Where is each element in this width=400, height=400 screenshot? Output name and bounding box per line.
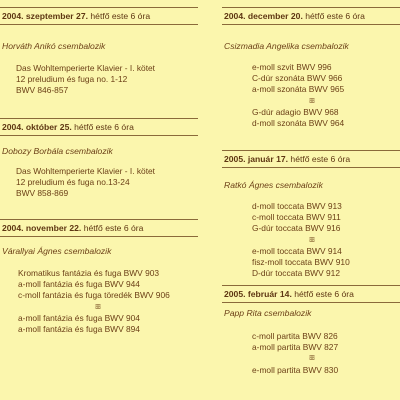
program-item: G-dúr adagio BWV 968 — [252, 106, 339, 117]
program-item: a-moll szonáta BWV 965 — [252, 84, 345, 95]
divider — [0, 7, 198, 8]
concert-block — [0, 0, 198, 110]
program-item: Das Wohltemperierte Klavier - I. kötet — [16, 63, 156, 73]
ornament-separator-icon: ꕥ — [94, 303, 102, 311]
performer: Csizmadia Angelika csembalozik — [224, 41, 349, 51]
divider — [222, 167, 400, 168]
divider — [222, 150, 400, 151]
performer: Dobozy Borbála csembalozik — [2, 146, 113, 156]
program-item: e-moll toccata BWV 914 — [252, 245, 342, 256]
divider — [0, 24, 198, 25]
divider — [222, 302, 400, 303]
concert-date: 2004. december 20. hétfő este 6 óra — [224, 11, 365, 21]
program-item: c-moll toccata BWV 911 — [252, 212, 341, 223]
program-item: fisz-moll toccata BWV 910 — [252, 256, 350, 267]
program-item: Das Wohltemperierte Klavier - I. kötet — [16, 166, 156, 176]
program-item: D-dúr toccata BWV 912 — [252, 268, 340, 279]
program-item: c-moll partita BWV 826 — [252, 331, 338, 341]
program-list — [16, 63, 155, 97]
program-item: G-dúr toccata BWV 916 — [252, 223, 341, 234]
performer: Papp Rita csembalozik — [224, 308, 312, 318]
concert-date: 2004. szeptember 27. hétfő este 6 óra — [2, 11, 151, 21]
program-list — [252, 62, 372, 129]
concert-block — [222, 145, 400, 280]
ornament-separator-icon: ꕥ — [308, 355, 316, 363]
concert-date: 2005. január 17. hétfő este 6 óra — [224, 154, 351, 164]
program-item: 12 preludium és fuga no.13-24 — [16, 177, 130, 188]
concert-block — [222, 280, 400, 400]
program-item: a-moll fantázia és fuga BWV 904 — [18, 312, 140, 323]
concert-date: 2004. október 25. hétfő este 6 óra — [2, 122, 134, 132]
divider — [222, 24, 400, 25]
program-item: a-moll fantázia és fuga BWV 894 — [18, 323, 140, 334]
program-list — [16, 166, 155, 200]
performer: Ratkó Ágnes csembalozik — [224, 180, 323, 190]
ornament-separator-icon: ꕥ — [308, 97, 316, 105]
ornament-separator-icon: ꕥ — [308, 236, 316, 244]
divider — [0, 219, 198, 220]
divider — [0, 236, 198, 237]
concert-date: 2005. február 14. hétfő este 6 óra — [224, 289, 354, 299]
divider — [222, 7, 400, 8]
program-item: Kromatikus fantázia és fuga BWV 903 — [18, 268, 160, 278]
program-list — [252, 331, 372, 376]
performer: Horváth Anikó csembalozik — [2, 41, 106, 51]
program-item: a-moll fantázia és fuga BWV 944 — [18, 279, 140, 290]
program-item: d-moll szonáta BWV 964 — [252, 117, 345, 128]
program-item: d-moll toccata BWV 913 — [252, 201, 342, 211]
program-item: e-moll szvit BWV 996 — [252, 62, 332, 72]
program-item: BWV 858-869 — [16, 188, 69, 199]
concert-date: 2004. november 22. hétfő este 6 óra — [2, 223, 144, 233]
divider — [0, 118, 198, 119]
performer: Várallyai Ágnes csembalozik — [2, 246, 112, 256]
program-item: c-moll fantázia és fuga töredék BWV 906 — [18, 290, 170, 301]
program-item: e-moll partita BWV 830 — [252, 364, 339, 375]
program-list — [18, 268, 178, 335]
program-list — [252, 201, 372, 279]
divider — [222, 285, 400, 286]
concert-block — [222, 0, 400, 145]
program-item: BWV 846-857 — [16, 85, 69, 96]
program-item: a-moll partita BWV 827 — [252, 342, 339, 353]
program-item: 12 preludium és fuga no. 1-12 — [16, 74, 128, 85]
program-item: C-dúr szonáta BWV 966 — [252, 73, 343, 84]
concert-block — [0, 205, 198, 400]
concert-block — [0, 110, 198, 205]
divider — [0, 135, 198, 136]
